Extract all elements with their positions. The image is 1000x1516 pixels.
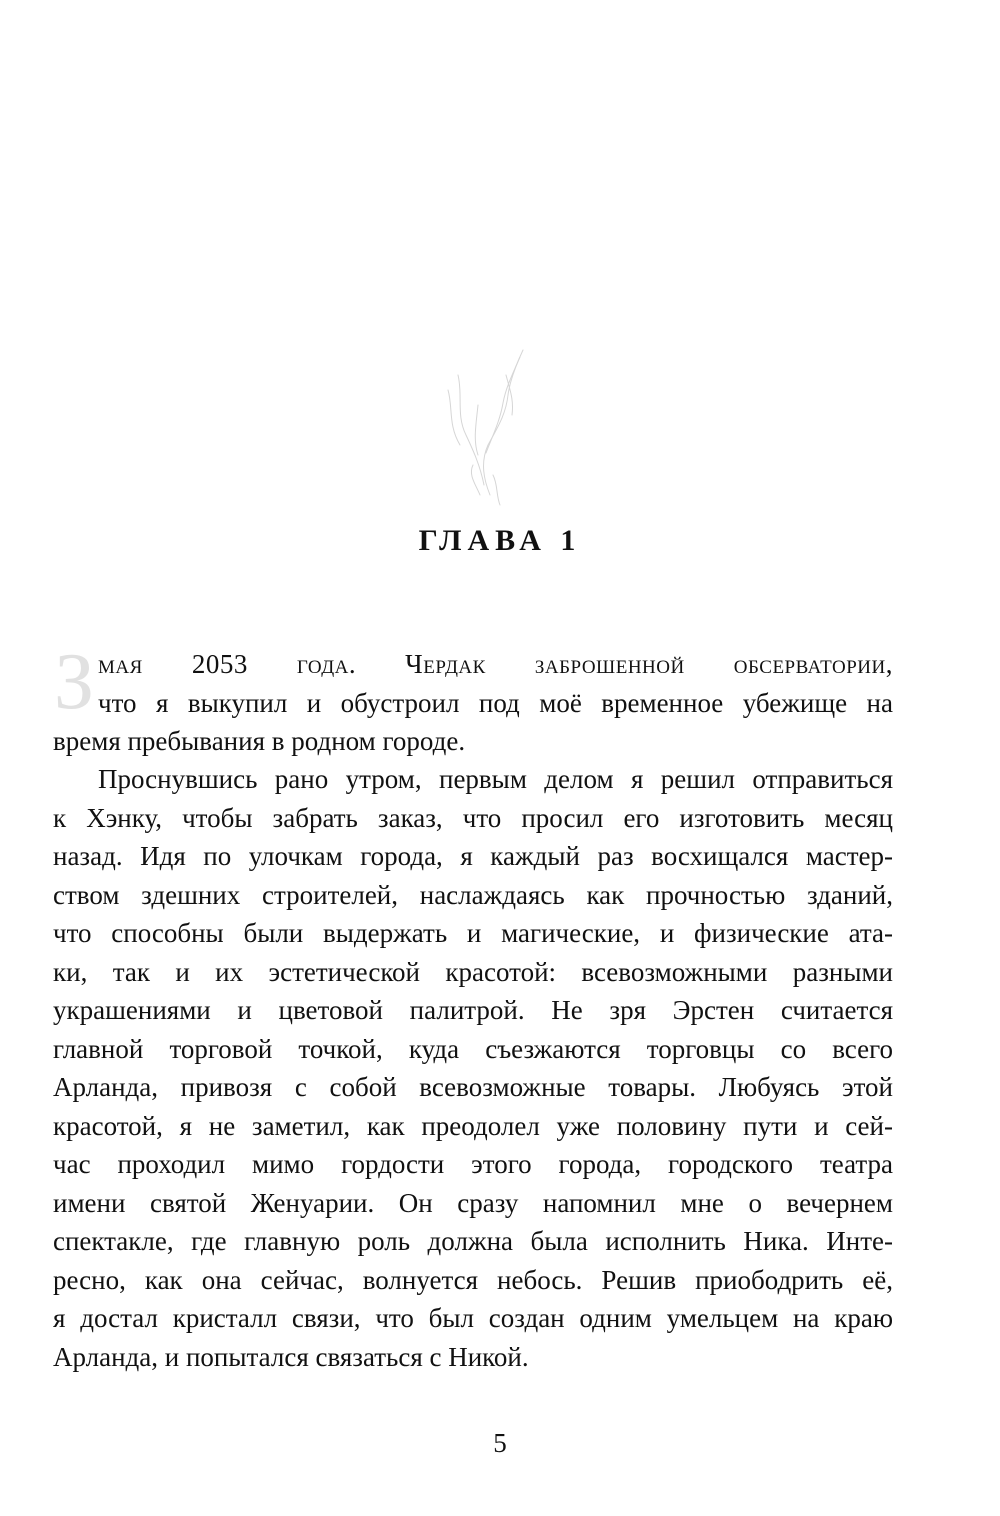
paragraph-2-line: час проходил мимо гордости этого города, городского театра bbox=[53, 1149, 893, 1179]
paragraph-2-line: Арланда, и попытался связаться с Никой. bbox=[53, 1341, 529, 1372]
paragraph-2-line: спектакле, где главную роль должна была исполнить Ника. Инте- bbox=[53, 1226, 893, 1256]
paragraph-2-line: ресно, как она сейчас, волнуется небось. Решив приободрить её, bbox=[53, 1264, 893, 1295]
paragraph-2-line: главной торговой точкой, куда съезжаются торговцы со всего bbox=[53, 1033, 893, 1064]
paragraph-1-line: что я выкупил и обустроил под моё временное убежище на bbox=[98, 687, 893, 718]
paragraph-1-line: время пребывания в родном городе. bbox=[53, 726, 466, 756]
paragraph-2-line: ством здешних строителей, наслаждаясь как прочностью зданий, bbox=[53, 879, 893, 910]
page-number: 5 bbox=[493, 1428, 507, 1458]
body-text bbox=[53, 638, 893, 1376]
paragraph-2-line: красотой, я не заметил, как преодолел уже половину пути и сей- bbox=[53, 1110, 893, 1141]
drop-cap: З bbox=[54, 638, 95, 726]
paragraph-2-line: имени святой Женуарии. Он сразу напомнил мне о вечернем bbox=[53, 1187, 893, 1218]
paragraph-2-line: что способны были выдержать и магические, и физические ата- bbox=[53, 918, 893, 948]
paragraph-1 bbox=[53, 638, 893, 760]
paragraph-2-line: украшениями и цветовой палитрой. Не зря Эрстен считается bbox=[53, 995, 893, 1025]
chapter-title: ГЛАВА 1 bbox=[418, 524, 582, 557]
paragraph-2-line: к Хэнку, чтобы забрать заказ, что просил его изготовить месяц bbox=[53, 802, 893, 833]
paragraph-2-line: Проснувшись рано утром, первым делом я решил отправиться bbox=[98, 764, 893, 794]
paragraph-2-line: ки, так и их эстетической красотой: всевозможными разными bbox=[53, 956, 893, 987]
paragraph-2-line: Арланда, привозя с собой всевозможные товары. Любуясь этой bbox=[53, 1072, 893, 1102]
paragraph-2-line: я достал кристалл связи, что был создан одним умельцем на краю bbox=[53, 1303, 893, 1333]
paragraph-2-line: назад. Идя по улочкам города, я каждый раз восхищался мастер- bbox=[53, 841, 893, 871]
paragraph-1-line: мая 2053 года. Чердак заброшенной обсерватории, bbox=[98, 649, 893, 679]
paragraph-2 bbox=[53, 760, 893, 1376]
ornament-illustration bbox=[418, 345, 548, 515]
